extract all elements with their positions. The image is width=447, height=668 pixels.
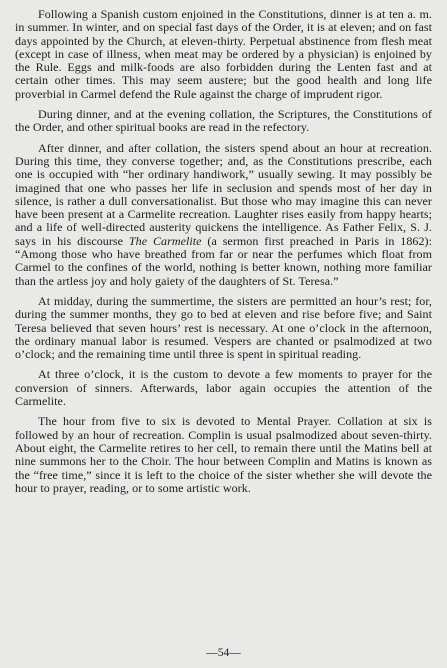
paragraph-midday-rest: At midday, during the summertime, the sisters are permitted an hour’s rest; for, during the summer months, they go to bed at eleven and rise before five; and Saint Teresa believed that seven hours’ rest is necessary. At one o’clock in the afternoon, the ordinary manual labor is resumed. Vespers are chanted or psalmodized at two o’clock; and the remaining time until three is spent in spiritual reading. xyxy=(15,293,432,362)
paragraph-dinner-custom: Following a Spanish custom enjoined in the Constitutions, dinner is at ten a. m. in summer. In winter, and on special fast days of the Order, it is at eleven; and on fast days appointed by the Church, at eleven-thirty. Perpetual abstinence from flesh meat (except in case of illness, when meat may be ordered by a physician) is enjoined by the Rule. Eggs and milk-foods are also forbidden during the Lenten fast and at certain other times. This may seem austere; but the good health and long life proverbial in Carmel defend the Rule against the charge of imprudent rigor. xyxy=(15,7,432,101)
paragraph-reading-at-meals: During dinner, and at the evening collation, the Scriptures, the Constitutions of the Order, and other spiritual books are read in the refectory. xyxy=(15,107,432,135)
page-number: —54— xyxy=(206,647,241,659)
paragraph-three-oclock: At three o’clock, it is the custom to devote a few moments to prayer for the conversion of sinners. Afterwards, labor again occupies the attention of the Carmelite. xyxy=(15,367,432,409)
paragraph-recreation xyxy=(15,142,432,288)
discourse-title: The Carmelite xyxy=(128,233,202,248)
paragraph-evening-schedule: The hour from five to six is devoted to Mental Prayer. Collation at six is followed by an hour of recreation. Complin is usual psalmodized about seven-thirty. About eight, the Carmelite retires to her cell, to remain there until the Matins bell at nine summons her to the Choir. The hour between Complin and Matins is known as the “free time,” since it is left to the choice of the sister whether she will devote the hour to prayer, reading, or to some artistic work. xyxy=(15,414,432,495)
recreation-text-start: After dinner, and after collation, the sisters spend about an hour at recreation. During this time, they converse together; and, as the Constitutions prescribe, each one is occupied with “her ordinary handiwork,” usually sewing. It may possibly be imagined that one who passes her life in seclusion and spends most of her day in silence, is rather a dull conversationalist. But those who may imagine this can never have been present at a Carmelite recreation. Laughter rises easily from happy hearts; and a life of well-directed austerity quickens the intelligence. As Father Felix, S. J. says in his discourse xyxy=(15,140,432,248)
recreation-text-end: (a sermon first preached in Paris in 1862): “Among those who have breathed from far or near the perfumes which float from Carmel to the confines of the world, nothing is better known, nothing more familiar than the artless joy and holy gaiety of the daughters of St. Teresa.” xyxy=(15,233,432,288)
